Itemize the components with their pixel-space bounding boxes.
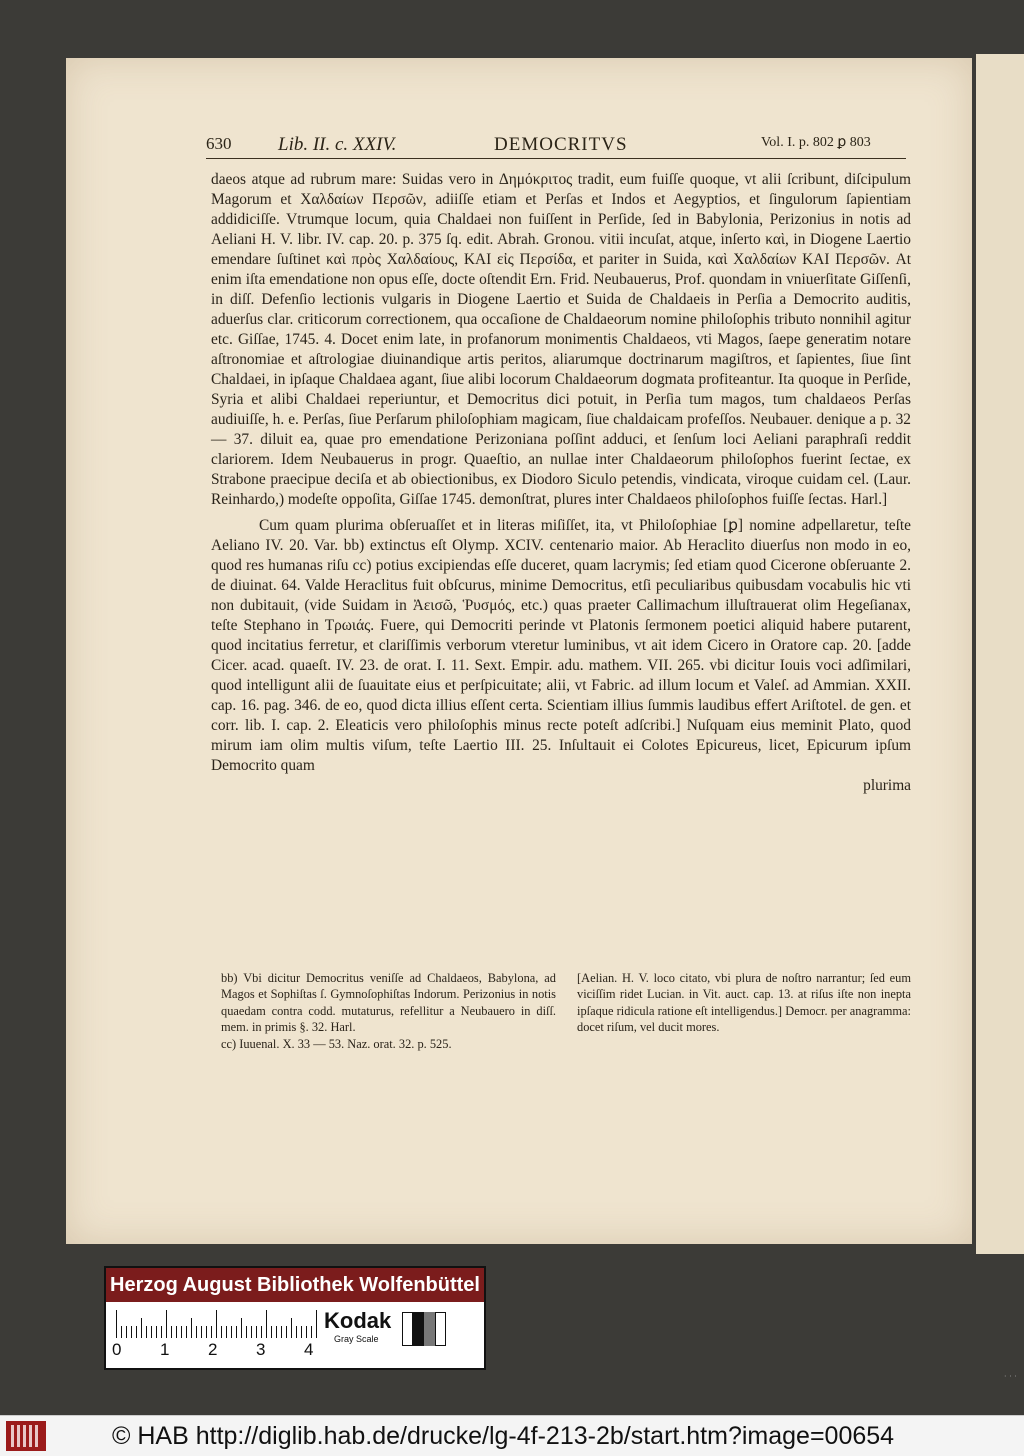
ruler-tick — [276, 1326, 277, 1338]
ruler-number: 1 — [160, 1340, 170, 1359]
ruler-tick — [216, 1310, 217, 1338]
copyright-url[interactable]: © HAB http://diglib.hab.de/drucke/lg-4f-213-2b/start.htm?image=00654 — [112, 1422, 895, 1450]
ruler-tick — [261, 1326, 262, 1338]
page-number: 630 — [206, 134, 232, 153]
ruler-tick — [156, 1326, 157, 1338]
ruler-tick — [186, 1326, 187, 1338]
ruler-tick — [226, 1326, 227, 1338]
ruler-number: 3 — [256, 1340, 266, 1359]
catchword: plurima — [863, 777, 911, 794]
library-color-card — [104, 1266, 486, 1370]
volume-ref: Vol. I. p. 802 ꝑ 803 — [761, 135, 871, 150]
ruler-tick — [146, 1326, 147, 1338]
ruler-tick — [121, 1326, 122, 1338]
ruler-tick — [266, 1310, 267, 1338]
ruler-tick — [286, 1326, 287, 1338]
ruler-tick — [231, 1326, 232, 1338]
ruler-tick — [291, 1318, 292, 1338]
page-title: DEMOCRITVS — [494, 134, 628, 155]
ruler-number: 2 — [208, 1340, 218, 1359]
ruler-tick — [166, 1310, 167, 1338]
paragraph-1: daeos atque ad rubrum mare: Suidas vero in Δημόκριτος tradit, eum fuiſſe quoque, vt alii ſcribunt, diſcipulum Magorum et Χαλδαίων Περσῶν, adiiſſe etiam et Perſas et Indos et Aegyptios, et ſingulorum ſapientiam addidiciſſe. Vtrumque locum, quia Chaldaei non fuiſſent in Perſide, ſed in Babylonia, Perizonius in notis ad Aeliani H. V. libr. IV. cap. 20. p. 375 ſq. edit. Abrah. Gronou. vitii incuſat, atque, inſerto καὶ, in Diogene Laertio emendare ſuſtinet καὶ πρὸς Χαλδαίους, ΚΑΙ εἰς Περσίδα, et pariter in Suida, καὶ Χαλδαίων ΚΑΙ Περσῶν. At enim iſta emendatione non opus eſſe, docte oſtendit Ern. Frid. Neubauerus, Prof. quondam in vniuerſitate Giſſenſi, in diſſ. Defenſio lectionis vulgaris in Diogene Laertio et Suida de Chaldaeis in Perſia a Democrito auditis, aduerſus clar. criticorum correctionem, qua occaſione de Chaldaeorum nomine philoſophis tributo nonnihil agitur etc. Giſſae, 1745. 4. Docet enim late, in profanorum monimentis Chaldaeos, vti Magos, ſaepe generatim notare aſtronomiae et aſtrologiae diuinandique artis peritos, aliarumque doctrinarum magiſtros, et ſapientes, ſiue ſint Chaldaei, in ipſaque Chaldaea agant, ſiue alibi locorum Chaldaeorum dogmata profiteantur. Ita quoque in Perſide, Syria et alibi Chaldaei reperiuntur, et Democritus dici potuit, in Perſia tum magos, tum chaldaeos Perſas audiuiſſe, h. e. Perſas, ſiue Perſarum philoſophiam magicam, ſiue chaldaicam profeſſos. Neubauer. denique a p. 32 — 37. diluit ea, quae pro emendatione Perizoniana poſſint adduci, et ſenſum loci Aeliani paraphraſi reddit clariorem. Idem Neubauerus in progr. Quaeſtio, an nullae inter Chaldaeorum philoſophos fuerint ſectae, ex Strabone praecipue deciſa et ab obiectionibus, ex Diodoro Siculo petendis, vindicata, viroque cuidam cel. (Laur. Reinhardo,) modeſte oppoſita, Giſſae 1745. demonſtrat, plures inter Chaldaeos philoſophos fuiſſe ſectas. Harl.] — [211, 171, 911, 508]
ruler-tick — [301, 1326, 302, 1338]
ruler-tick — [191, 1318, 192, 1338]
gray-scale-label: Gray Scale — [334, 1334, 379, 1344]
ruler-tick — [241, 1318, 242, 1338]
footnote-cc: cc) Iuuenal. X. 33 — 53. Naz. orat. 32. p. 525. — [221, 1036, 452, 1051]
facing-page-edge — [976, 54, 1024, 1254]
ruler-tick — [176, 1326, 177, 1338]
ruler-tick — [196, 1326, 197, 1338]
ruler-tick — [306, 1326, 307, 1338]
facing-page-marks: · · · — [1004, 1372, 1017, 1381]
library-name: Herzog August Bibliothek Wolfenbüttel — [106, 1268, 484, 1302]
ruler-tick — [221, 1326, 222, 1338]
ruler-tick — [171, 1326, 172, 1338]
ruler-tick — [126, 1326, 127, 1338]
ruler-tick — [296, 1326, 297, 1338]
ruler-tick — [281, 1326, 282, 1338]
footnotes-right-column: [Aelian. H. V. loco citato, vbi plura de noſtro narrantur; ſed eum viciſſim ridet Lucian. in Vit. auct. cap. 13. at riſus iſte non inepta ipſaque ridicula ratione eſt intelligendus.] Democr. per anagramma: docet riſum, vel ducit mores. — [577, 971, 911, 1035]
footnote-bb: bb) Vbi dicitur Democritus veniſſe ad Chaldaeos, Babylona, ad Magos et Sophiſtas ſ. Gymnoſophiſtas Indorum. Perizonius in notis quaedam contra codd. mutaturus, refellitur a Neubauero in diſſ. mem. in primis §. 32. Harl. — [221, 971, 556, 1035]
gray-scale-swatch — [402, 1312, 446, 1346]
ruler-tick — [141, 1318, 142, 1338]
header-rule — [206, 158, 906, 159]
ruler-tick — [251, 1326, 252, 1338]
ruler-tick — [201, 1326, 202, 1338]
ruler-tick — [246, 1326, 247, 1338]
hab-logo-icon — [6, 1421, 46, 1451]
running-header — [206, 134, 906, 158]
ruler-tick — [161, 1326, 162, 1338]
ruler-number: 0 — [112, 1340, 122, 1359]
ruler-tick — [316, 1310, 317, 1338]
ruler-tick — [116, 1310, 117, 1338]
kodak-logo: Kodak — [324, 1308, 392, 1333]
paragraph-2: Cum quam plurima obſeruaſſet et in literas miſiſſet, ita, vt Philoſophiae [ꝑ] nomine adpellaretur, teſte Aeliano IV. 20. Var. bb) extinctus eſt Olymp. XCIV. centenario maior. Ab Heraclito diuerſus non modo in eo, quod res humanas riſu cc) potius excipiendas eſſe duceret, quam lacrymis; ſed etiam quod Cicerone obſeruante 2. de diuinat. 64. Valde Heraclitus fuit obſcurus, minime Democritus, etſi peculiaribus quibusdam vocabulis hic vti non dubitauit, (vide Suidam in Ἀεισῶ, Ῥυσμός, etc.) quas praeter Callimachum illuſtrauerat olim Hegeſianax, teſte Stephano in Τρωιάς. Fuere, qui Democriti perinde vt Platonis ſermonem poetici aliquid habere putarent, quod incitatius ferretur, et clariſſimis verborum vteretur luminibus, vt ait idem Cicero in Oratore cap. 20. [adde Cicer. acad. quaeſt. IV. 23. de orat. I. 11. Sext. Empir. adu. mathem. VII. 265. vbi dicitur Iouis voci adſimilari, quod intelligunt alii de ſuauitate eius et perſpicuitate; alii, vt Fabric. ad illum locum et Valeſ. ad Ammian. XXII. cap. 16. pag. 346. de eo, quod dicta illius eſſent certa. Scientiam illius ſummis laudibus effert Ariſtotel. de gen. et corr. lib. I. cap. 2. Eleaticis vero philoſophis minus recte poteſt adſcribi.] Nuſquam eius meminit Plato, quod mirum iam olim multis viſum, teſte Laertio III. 25. Inſultauit ei Colotes Epicureus, licet, Epicurum ipſum Democrito quam — [211, 517, 911, 774]
footer-bar — [0, 1415, 1024, 1456]
ruler-tick — [206, 1326, 207, 1338]
ruler-tick — [236, 1326, 237, 1338]
ruler-tick — [136, 1326, 137, 1338]
ruler-tick — [271, 1326, 272, 1338]
ruler-tick — [181, 1326, 182, 1338]
ruler-number: 4 — [304, 1340, 314, 1359]
section-ref: Lib. II. c. XXIV. — [278, 134, 397, 155]
footnotes-left-column — [221, 970, 556, 1052]
ruler-tick — [131, 1326, 132, 1338]
ruler-tick — [311, 1326, 312, 1338]
ruler-tick — [256, 1326, 257, 1338]
ruler-tick — [211, 1326, 212, 1338]
ruler-scale — [116, 1308, 316, 1338]
ruler-tick — [151, 1326, 152, 1338]
main-text — [211, 170, 911, 796]
